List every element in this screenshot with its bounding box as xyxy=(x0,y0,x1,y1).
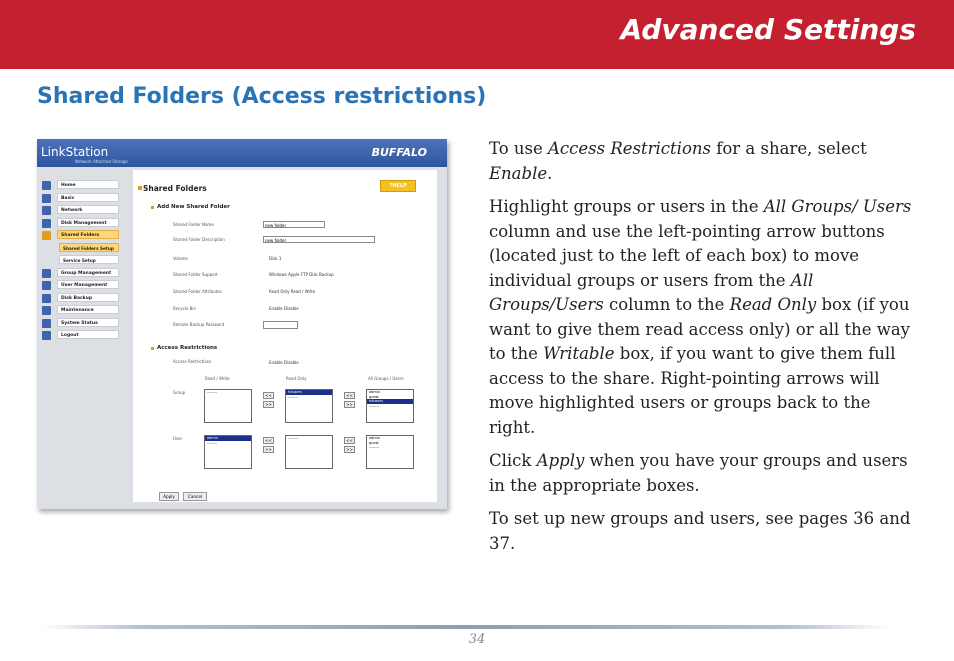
col-read-only: Read Only xyxy=(286,376,307,381)
nav-label: Service Setup xyxy=(59,255,119,264)
nav-label: System Status xyxy=(57,318,119,327)
logout-icon xyxy=(42,331,51,340)
nav-item-maintenance[interactable] xyxy=(40,304,122,316)
nav-item-service-setup[interactable] xyxy=(40,254,122,266)
section-title: Shared Folders (Access restrictions) xyxy=(37,84,487,109)
network-icon xyxy=(42,206,51,215)
list-item[interactable]: -------- xyxy=(369,445,380,449)
help-button[interactable]: ?HELP xyxy=(380,180,416,192)
access-restrictions-title: Access Restrictions xyxy=(157,345,218,351)
user-read-only-list[interactable] xyxy=(285,435,333,469)
nav-item-shared-folders[interactable] xyxy=(40,229,122,241)
move-left-button[interactable]: << xyxy=(263,392,274,399)
settings-panel xyxy=(133,170,437,502)
header-banner xyxy=(0,0,954,69)
buffalo-logo: BUFFALO xyxy=(371,146,427,159)
folder-desc-input[interactable]: new folder xyxy=(263,236,375,243)
nav-label: Shared Folders Setup xyxy=(59,243,119,252)
nav-label: Logout xyxy=(57,330,119,339)
screenshot-nav xyxy=(40,179,122,342)
move-right-button[interactable]: >> xyxy=(344,446,355,453)
list-item[interactable]: guest xyxy=(369,394,379,399)
recycle-options[interactable]: Enable Disable xyxy=(269,306,299,311)
maintenance-icon xyxy=(42,306,51,315)
arrow-icon xyxy=(151,347,154,350)
col-all-groups-users: All Groups / Users xyxy=(368,376,404,381)
instructions xyxy=(489,137,917,565)
attributes-label: Shared Folder Attributes xyxy=(173,289,222,294)
list-item[interactable]: -------- xyxy=(207,440,218,445)
backup-password-input[interactable] xyxy=(263,321,298,329)
group-icon xyxy=(42,269,51,278)
nav-label: User Management xyxy=(57,280,119,289)
nav-item-group-management[interactable] xyxy=(40,267,122,279)
nav-item-network[interactable] xyxy=(40,204,122,216)
access-restrictions-label: Access Restrictions xyxy=(173,359,212,364)
volume-label: Volume xyxy=(173,256,188,261)
basic-icon xyxy=(42,194,51,203)
nav-label: Network xyxy=(57,205,119,214)
volume-value: Disk 1 xyxy=(269,256,282,261)
nav-item-system-status[interactable] xyxy=(40,317,122,329)
cancel-button[interactable]: Cancel xyxy=(183,492,207,501)
recycle-label: Recycle Bin xyxy=(173,306,197,311)
list-item[interactable]: -------- xyxy=(288,394,299,399)
screenshot-body xyxy=(37,167,447,509)
group-label: Group xyxy=(173,390,186,395)
access-restrictions-options[interactable]: Enable Disable xyxy=(269,360,299,365)
folder-desc-label: Shared Folder Description xyxy=(173,237,225,242)
list-item[interactable]: admin xyxy=(205,436,251,441)
instruction-paragraph-2: Highlight groups or users in the All Groups/ Users column and use the left-pointing arrow buttons (located just to the left of each box) to move individual groups or users from the All Groups/Users column to the Read Only box (if you want to give them read access only) or all the way to the Writable box, if you want to give them full access to the share. Right-pointing arrows will move highlighted users or groups back to the right. xyxy=(489,197,912,437)
folder-name-label: Shared Folder Name xyxy=(173,222,214,227)
arrow-icon xyxy=(151,206,154,209)
move-right-button[interactable]: >> xyxy=(263,446,274,453)
user-all-list[interactable] xyxy=(366,435,414,469)
attributes-options[interactable]: Read Only Read / Write xyxy=(269,289,316,294)
instruction-paragraph-4: To set up new groups and users, see pages 36 and 37. xyxy=(489,509,911,553)
list-item[interactable]: hdusers xyxy=(367,399,413,404)
folder-name-input[interactable]: new folder xyxy=(263,221,325,228)
panel-title: Shared Folders xyxy=(143,184,207,193)
add-folder-title: Add New Shared Folder xyxy=(157,204,230,210)
list-item[interactable]: guest xyxy=(369,440,379,445)
apply-button[interactable]: Apply xyxy=(159,492,179,501)
instruction-paragraph-3: Click Apply when you have your groups and users in the appropriate boxes. xyxy=(489,451,908,495)
instruction-paragraph-1: To use Access Restrictions for a share, select Enable. xyxy=(489,139,867,183)
nav-item-logout[interactable] xyxy=(40,329,122,341)
nav-label: Group Management xyxy=(57,268,119,277)
page-number: 34 xyxy=(468,632,486,647)
move-left-button[interactable]: << xyxy=(344,437,355,444)
page-title: Advanced Settings xyxy=(620,13,916,46)
list-item[interactable]: hdusers xyxy=(286,390,332,395)
folder-icon xyxy=(42,231,51,240)
group-read-write-list[interactable] xyxy=(204,389,252,423)
move-right-button[interactable]: >> xyxy=(263,401,274,408)
home-icon xyxy=(42,181,51,190)
support-options[interactable]: Windows Apple FTP Disk Backup xyxy=(269,272,334,277)
backup-icon xyxy=(42,294,51,303)
nav-item-user-management[interactable] xyxy=(40,279,122,291)
list-item[interactable]: admin xyxy=(369,390,380,394)
nav-label: Basic xyxy=(57,193,119,202)
list-item[interactable]: -------- xyxy=(369,403,380,408)
screenshot-header xyxy=(37,139,447,167)
nav-label: Disk Management xyxy=(57,218,119,227)
move-right-button[interactable]: >> xyxy=(344,401,355,408)
group-read-only-list[interactable] xyxy=(285,389,333,423)
list-item[interactable]: -------- xyxy=(288,436,299,440)
status-icon xyxy=(42,319,51,328)
linkstation-logo: LinkStation xyxy=(41,145,109,159)
move-left-button[interactable]: << xyxy=(344,392,355,399)
user-icon xyxy=(42,281,51,290)
nav-item-shared-folders-setup[interactable] xyxy=(40,242,122,254)
list-item[interactable]: -------- xyxy=(207,390,218,394)
nav-label: Disk Backup xyxy=(57,293,119,302)
nav-item-disk-management[interactable] xyxy=(40,217,122,229)
arrow-icon xyxy=(138,186,142,190)
footer-divider xyxy=(40,625,890,629)
nav-label: Maintenance xyxy=(57,305,119,314)
list-item[interactable]: admin xyxy=(369,436,380,440)
backup-password-label: Remote Backup Password xyxy=(173,322,225,327)
move-left-button[interactable]: << xyxy=(263,437,274,444)
nav-item-home[interactable] xyxy=(40,179,122,191)
group-all-list[interactable] xyxy=(366,389,414,423)
user-read-write-list[interactable] xyxy=(204,435,252,469)
linkstation-screenshot xyxy=(37,139,447,509)
linkstation-logo-sub: Network Attached Storage xyxy=(75,159,128,164)
disk-icon xyxy=(42,219,51,228)
support-label: Shared Folder Support xyxy=(173,272,218,277)
col-read-write: Read / Write xyxy=(205,376,230,381)
nav-label: Home xyxy=(57,180,119,189)
nav-label: Shared Folders xyxy=(57,230,119,239)
user-label: User xyxy=(173,436,183,441)
nav-item-disk-backup[interactable] xyxy=(40,292,122,304)
nav-item-basic[interactable] xyxy=(40,192,122,204)
